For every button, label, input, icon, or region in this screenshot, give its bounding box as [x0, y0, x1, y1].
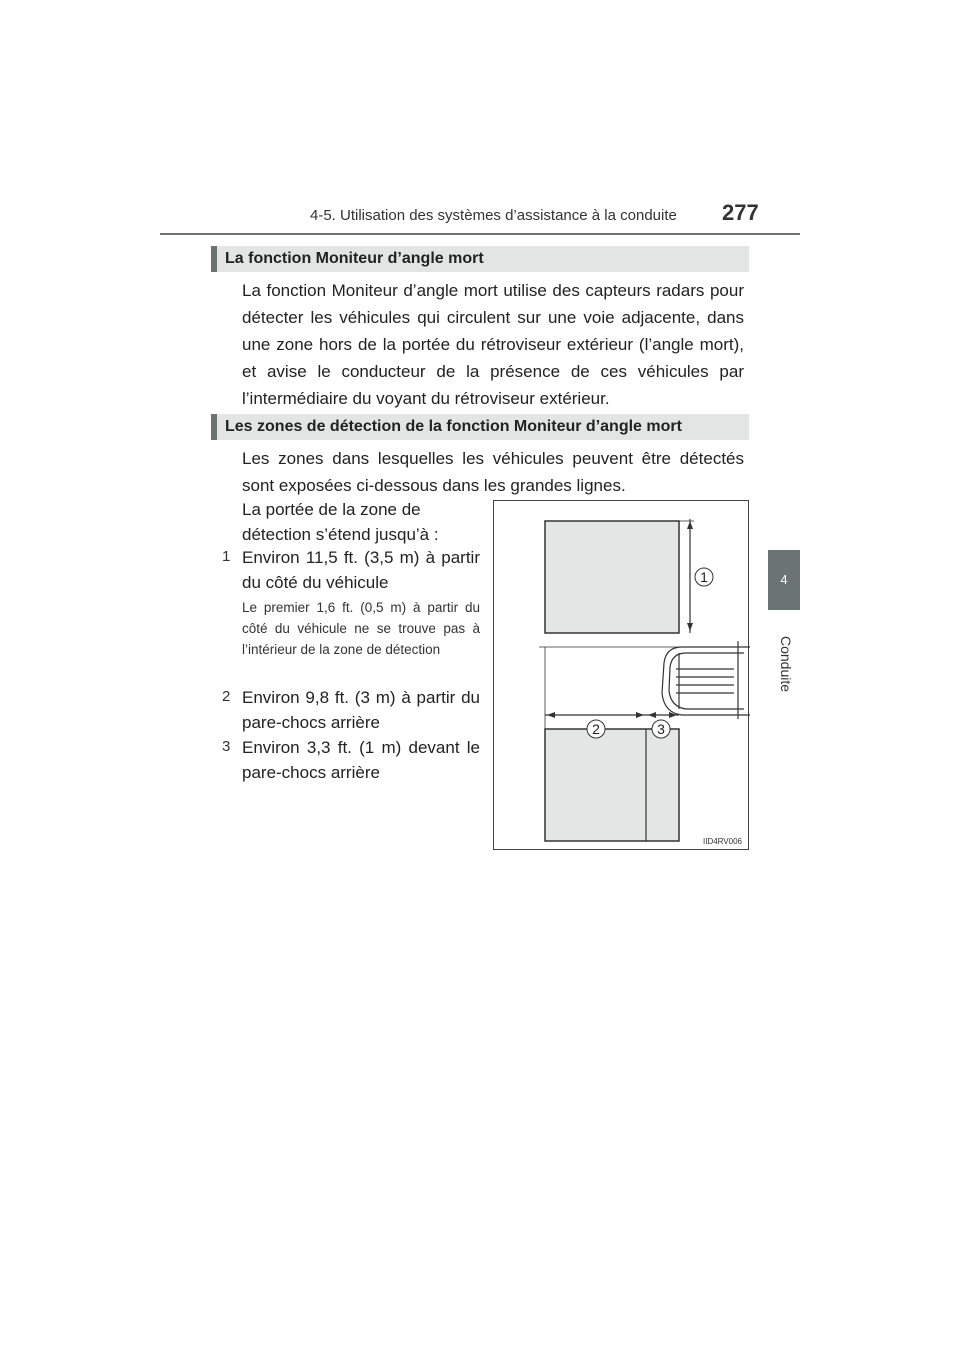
section-heading-detection-zones: Les zones de détection de la fonction Moniteur d’angle mort — [211, 414, 749, 440]
arrow-head-3-left — [648, 712, 656, 718]
arrow-head-1-bottom — [687, 623, 693, 631]
side-detection-zone — [545, 521, 679, 633]
detection-zone-figure — [493, 500, 749, 850]
section-heading-blind-spot-function: La fonction Moniteur d’angle mort — [211, 246, 749, 272]
section-paragraph-blind-spot-function: La fonction Moniteur d’angle mort utilise des capteurs radars pour détecter les véhicules qui circulent sur une voie adjacente, dans une zone hors de la portée du rétroviseur extérieur (l’angle mort), et avise le conducteur de la présence de ces véhicules par l’intermédiaire du voyant du rétroviseur extérieur. — [242, 281, 744, 408]
callout-2-text: 2 — [592, 721, 600, 737]
callout-3-text: 3 — [657, 721, 665, 737]
chapter-title: 4-5. Utilisation des systèmes d’assistance à la conduite — [310, 207, 677, 224]
arrow-head-2-right — [636, 712, 644, 718]
range-intro: La portée de la zone de détection s’étend jusqu’à : — [242, 500, 439, 544]
detection-zone-diagram — [494, 501, 750, 851]
list-item-text-2: Environ 9,8 ft. (3 m) à partir du pare-chocs arrière — [242, 688, 480, 732]
figure-code: IID4RV006 — [703, 837, 742, 846]
section-paragraph-detection-zones: Les zones dans lesquelles les véhicules peuvent être détectés sont exposées ci-dessous dans les grandes lignes. — [242, 449, 744, 495]
page-number: 277 — [722, 200, 759, 225]
list-item-text-3: Environ 3,3 ft. (1 m) devant le pare-chocs arrière — [242, 738, 480, 782]
callout-1-text: 1 — [700, 569, 708, 585]
list-item-note-1: Le premier 1,6 ft. (0,5 m) à partir du côté du véhicule ne se trouve pas à l’intérieur de la zone de détection — [242, 600, 480, 657]
arrow-head-2-left — [547, 712, 555, 718]
list-item-text-1: Environ 11,5 ft. (3,5 m) à partir du côté du véhicule — [242, 548, 480, 592]
list-number-2: 2 — [222, 688, 231, 705]
header-divider — [160, 233, 800, 235]
list-number-3: 3 — [222, 738, 231, 755]
rear-detection-zone — [545, 729, 679, 841]
list-number-1: 1 — [222, 548, 231, 565]
vehicle-illustration — [662, 641, 750, 719]
arrow-head-1-top — [687, 521, 693, 529]
chapter-tab[interactable]: 4 — [768, 550, 800, 610]
chapter-tab-label: Conduite — [778, 636, 794, 693]
